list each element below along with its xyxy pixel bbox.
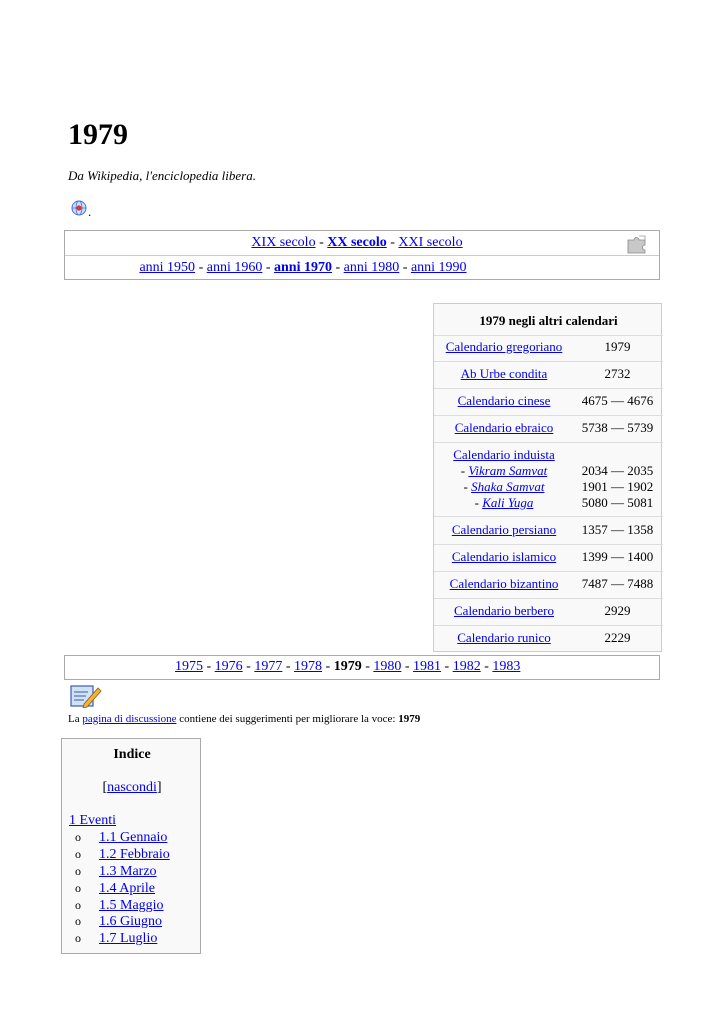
- calendar-link-persian[interactable]: Calendario persiano: [451, 522, 557, 537]
- bullet: o: [75, 864, 81, 878]
- calendars-title: 1979 negli altri calendari: [479, 313, 618, 328]
- calendar-value: 2732: [604, 366, 631, 381]
- century-link-xxi[interactable]: XXI secolo: [398, 235, 463, 250]
- calendar-value: 2229: [604, 630, 631, 645]
- notice-subject: 1979: [398, 713, 421, 725]
- separator: -: [315, 235, 328, 250]
- puzzle-icon: [625, 234, 653, 254]
- toc-link-gennaio[interactable]: 1.1 Gennaio: [99, 830, 168, 845]
- separator: -: [282, 659, 295, 674]
- decade-row: [5, 260, 601, 276]
- calendar-link-auc[interactable]: Ab Urbe condita: [460, 366, 548, 381]
- toc-link-luglio[interactable]: 1.7 Luglio: [99, 931, 158, 946]
- separator: -: [242, 659, 255, 674]
- bullet: o: [75, 830, 81, 844]
- separator: -: [399, 260, 411, 275]
- century-link-xix[interactable]: XIX secolo: [251, 235, 316, 250]
- calendar-link-hebrew[interactable]: Calendario ebraico: [454, 420, 554, 435]
- decade-link-1970[interactable]: anni 1970: [274, 260, 332, 275]
- separator: -: [331, 260, 344, 275]
- calendar-link-runic[interactable]: Calendario runico: [457, 630, 551, 645]
- toc-link-aprile[interactable]: 1.4 Aprile: [99, 881, 155, 896]
- calendar-value: 1399 — 1400: [581, 549, 654, 564]
- separator: -: [322, 659, 334, 674]
- globe-trailing-dot: .: [88, 204, 92, 219]
- table-of-contents: [61, 738, 201, 954]
- calendar-link-chinese[interactable]: Calendario cinese: [457, 393, 551, 408]
- calendar-link-hindu[interactable]: Calendario induista: [453, 447, 555, 462]
- separator: -: [203, 659, 215, 674]
- calendar-value: 1979: [604, 339, 631, 354]
- toc-link-febbraio[interactable]: 1.2 Febbraio: [99, 847, 170, 862]
- separator: -: [480, 659, 493, 674]
- toc-bracket: [: [102, 780, 108, 795]
- calendar-link-gregorian[interactable]: Calendario gregoriano: [445, 339, 563, 354]
- calendar-value: 5738 — 5739: [581, 420, 654, 435]
- separator: -: [401, 659, 414, 674]
- bullet: o: [75, 898, 81, 912]
- decade-link-1980[interactable]: anni 1980: [343, 260, 400, 275]
- century-row: [59, 235, 655, 251]
- calendar-value: 4675 — 4676: [581, 393, 654, 408]
- page-subtitle: Da Wikipedia, l'enciclopedia libera.: [68, 168, 256, 183]
- decade-link-1990[interactable]: anni 1990: [410, 260, 467, 275]
- decade-link-1960[interactable]: anni 1960: [206, 260, 263, 275]
- toc-bracket: ]: [156, 780, 162, 795]
- notice-middle: contiene dei suggerimenti per migliorare la voce:: [176, 713, 399, 725]
- calendar-value: 2034 — 2035: [581, 463, 654, 478]
- calendar-link-islamic[interactable]: Calendario islamico: [451, 549, 557, 564]
- toc-link-marzo[interactable]: 1.3 Marzo: [99, 864, 157, 879]
- separator: -: [386, 235, 399, 250]
- calendar-link-kali-yuga[interactable]: Kali Yuga: [482, 495, 534, 510]
- toc-link-maggio[interactable]: 1.5 Maggio: [99, 898, 164, 913]
- pencil-note-icon: [70, 684, 102, 708]
- calendar-value: 5080 — 5081: [581, 495, 654, 510]
- year-link-1978[interactable]: 1978: [294, 659, 323, 674]
- navbox-divider: [65, 255, 659, 256]
- globe-icon[interactable]: [71, 200, 87, 216]
- subrow-prefix: -: [463, 479, 472, 494]
- discussion-notice: [68, 713, 420, 725]
- toc-toggle: [62, 780, 202, 796]
- calendars-box: [433, 303, 662, 652]
- decade-link-1950[interactable]: anni 1950: [139, 260, 196, 275]
- bullet: o: [75, 931, 81, 945]
- century-link-xx[interactable]: XX secolo: [327, 235, 387, 250]
- bullet: o: [75, 847, 81, 861]
- year-link-1980[interactable]: 1980: [373, 659, 402, 674]
- calendar-value: 7487 — 7488: [581, 576, 654, 591]
- bullet: o: [75, 914, 81, 928]
- year-link-1975[interactable]: 1975: [175, 659, 203, 674]
- calendar-link-shaka-samvat[interactable]: Shaka Samvat: [471, 479, 545, 494]
- bullet: o: [75, 881, 81, 895]
- year-link-1981[interactable]: 1981: [413, 659, 442, 674]
- toc-link-giugno[interactable]: 1.6 Giugno: [99, 914, 162, 929]
- separator: -: [195, 260, 207, 275]
- century-navbox: [64, 230, 660, 280]
- year-link-1982[interactable]: 1982: [452, 659, 481, 674]
- year-navbar: [64, 655, 660, 680]
- separator: -: [262, 260, 275, 275]
- notice-prefix: La: [68, 713, 83, 725]
- calendar-link-berber[interactable]: Calendario berbero: [454, 603, 554, 618]
- subrow-prefix: -: [474, 495, 483, 510]
- year-link-1976[interactable]: 1976: [214, 659, 243, 674]
- toc-hide-link[interactable]: nascondi: [107, 780, 157, 795]
- current-year: 1979: [333, 659, 362, 674]
- subrow-prefix: -: [460, 463, 469, 478]
- separator: -: [441, 659, 453, 674]
- calendar-link-vikram-samvat[interactable]: Vikram Samvat: [468, 463, 548, 478]
- discussion-page-link[interactable]: pagina di discussione: [82, 713, 177, 725]
- toc-title: Indice: [113, 747, 151, 762]
- calendar-link-byzantine[interactable]: Calendario bizantino: [449, 576, 559, 591]
- separator: -: [361, 659, 374, 674]
- year-link-1977[interactable]: 1977: [254, 659, 283, 674]
- calendar-value: 2929: [604, 603, 631, 618]
- calendar-value: 1357 — 1358: [581, 522, 654, 537]
- calendar-value: 1901 — 1902: [581, 479, 654, 494]
- page-title: 1979: [68, 118, 128, 151]
- year-link-1983[interactable]: 1983: [492, 659, 521, 674]
- toc-item-eventi[interactable]: 1 Eventi: [69, 813, 117, 828]
